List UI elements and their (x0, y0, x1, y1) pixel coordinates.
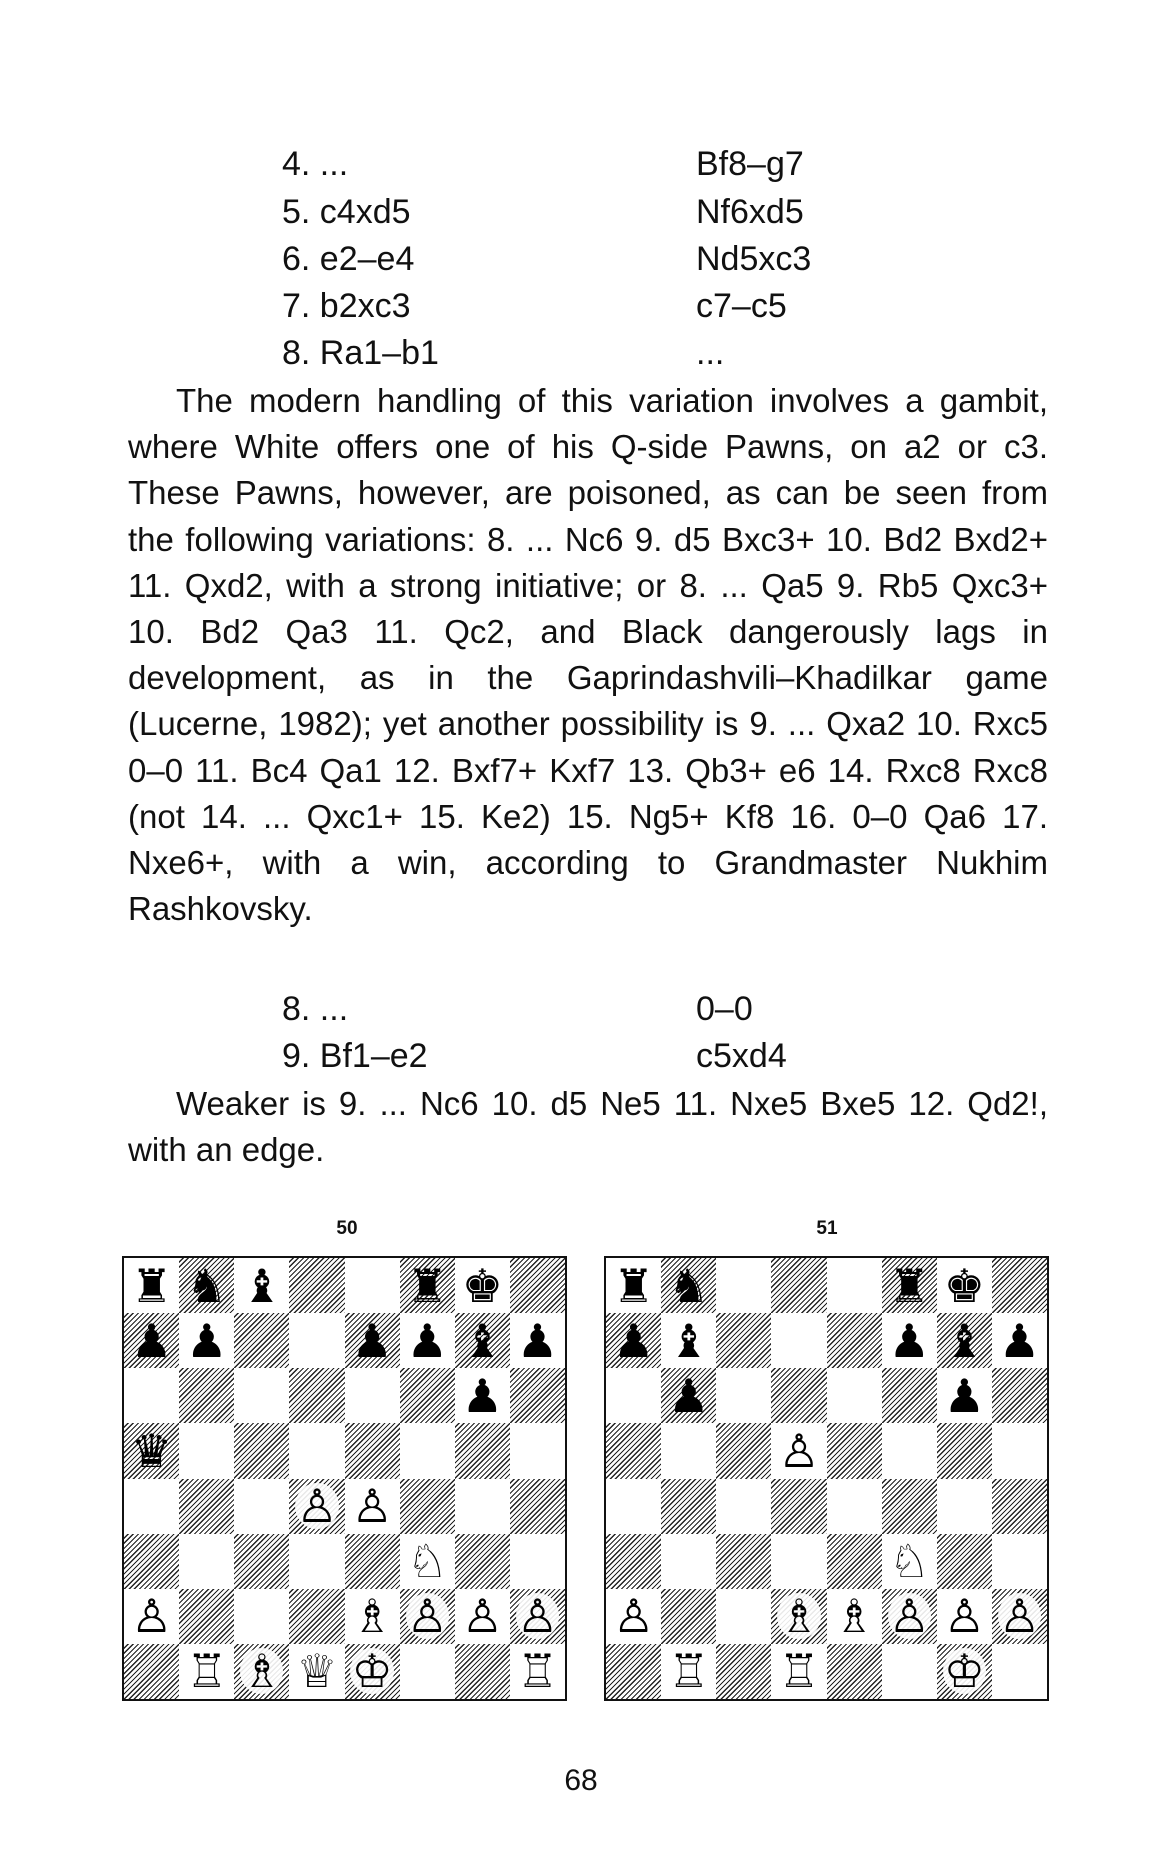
black-knight-icon: ♞ (186, 1258, 228, 1313)
dark-square (606, 1534, 661, 1589)
page-number: 68 (564, 1764, 598, 1797)
white-bishop-icon: ♗ (241, 1644, 283, 1699)
white-pawn-icon: ♙ (998, 1589, 1041, 1644)
white-bishop-icon: ♗ (833, 1589, 875, 1644)
light-square (124, 1368, 179, 1423)
dark-square (606, 1423, 661, 1478)
dark-square (179, 1479, 234, 1534)
dark-square (289, 1589, 344, 1644)
light-square (937, 1479, 992, 1534)
light-square (827, 1479, 882, 1534)
dark-square (124, 1534, 179, 1589)
dark-square (510, 1479, 565, 1534)
white-king-icon: ♔ (943, 1644, 985, 1699)
black-pawn-icon: ♟ (943, 1368, 985, 1423)
white-knight-icon: ♘ (888, 1534, 930, 1589)
white-pawn-icon: ♙ (461, 1589, 503, 1644)
light-square (661, 1534, 716, 1589)
light-square (400, 1423, 455, 1478)
white-move: 5. c4xd5 (282, 193, 411, 231)
white-rook-icon: ♖ (516, 1644, 559, 1699)
light-square (234, 1479, 289, 1534)
dark-square (827, 1423, 882, 1478)
dark-square (882, 1479, 937, 1534)
black-bishop-icon: ♝ (241, 1258, 283, 1313)
light-square (345, 1368, 400, 1423)
light-square (992, 1423, 1047, 1478)
black-pawn-icon: ♟ (668, 1368, 710, 1423)
white-pawn-icon: ♙ (130, 1589, 173, 1644)
paragraph-text: Weaker is 9. ... Nc6 10. d5 Ne5 11. Nxe5 Bxe5 12. Qd2!, with an edge. (128, 1085, 1048, 1169)
black-knight-icon: ♞ (668, 1258, 710, 1313)
dark-square (455, 1534, 510, 1589)
light-square (289, 1534, 344, 1589)
light-square (234, 1589, 289, 1644)
dark-square (827, 1644, 882, 1699)
black-pawn-icon: ♟ (998, 1313, 1041, 1368)
white-rook-icon: ♖ (668, 1644, 710, 1699)
black-pawn-icon: ♟ (516, 1313, 559, 1368)
dark-square (937, 1423, 992, 1478)
white-move: 7. b2xc3 (282, 287, 411, 325)
black-move: Bf8–g7 (696, 145, 804, 183)
dark-square (771, 1479, 826, 1534)
white-move: 4. ... (282, 145, 349, 183)
black-rook-icon: ♜ (130, 1258, 173, 1313)
light-square (827, 1368, 882, 1423)
light-square (289, 1423, 344, 1478)
dark-square (716, 1534, 771, 1589)
black-king-icon: ♚ (461, 1258, 503, 1313)
white-pawn-icon: ♙ (516, 1589, 559, 1644)
white-pawn-icon: ♙ (778, 1423, 820, 1478)
chess-diagram-50 (122, 1256, 567, 1701)
black-pawn-icon: ♟ (612, 1313, 655, 1368)
white-knight-icon: ♘ (406, 1534, 448, 1589)
light-square (124, 1479, 179, 1534)
white-rook-icon: ♖ (186, 1644, 228, 1699)
white-move: 6. e2–e4 (282, 240, 415, 278)
light-square (455, 1479, 510, 1534)
dark-square (716, 1313, 771, 1368)
dark-square (400, 1479, 455, 1534)
dark-square (510, 1368, 565, 1423)
dark-square (937, 1534, 992, 1589)
dark-square (771, 1258, 826, 1313)
dark-square (234, 1423, 289, 1478)
light-square (179, 1534, 234, 1589)
light-square (771, 1313, 826, 1368)
commentary-paragraph (128, 378, 1048, 932)
light-square (716, 1589, 771, 1644)
dark-square (992, 1258, 1047, 1313)
light-square (882, 1423, 937, 1478)
black-move: Nf6xd5 (696, 193, 804, 231)
light-square (179, 1423, 234, 1478)
white-bishop-icon: ♗ (351, 1589, 393, 1644)
black-pawn-icon: ♟ (406, 1313, 448, 1368)
diagram-number: 50 (336, 1218, 358, 1239)
paragraph-text: The modern handling of this variation involves a gambit, where White offers one of his Q-side Pawns, on a2 or c3. These Pawns, however, are poisoned, as can be seen from the following variations: 8. ... Nc6 9. d5 Bxc3+ 10. Bd2 Bxd2+ 11. Qxd2, with a strong initiative; or 8. ... Qa5 9. Rb5 Qxc3+ 10. Bd2 Qa3 11. Qc2, and Black dangerously lags in development, as in the Gaprindashvili–Khadilkar game (Lucerne, 1982); yet another possibility is 9. ... Qxa2 10. Rxc5 0–0 11. Bc4 Qa1 12. Bxf7+ Kxf7 13. Qb3+ e6 14. Rxc8 Rxc8 (not 14. ... Qxc1+ 15. Ke2) 15. Ng5+ Kf8 16. 0–0 Qa6 17. Nxe6+, with a win, according to Grandmaster Nukhim Rashkovsky. (128, 382, 1048, 928)
light-square (992, 1644, 1047, 1699)
light-square (234, 1368, 289, 1423)
white-pawn-icon: ♙ (406, 1589, 448, 1644)
light-square (992, 1534, 1047, 1589)
dark-square (716, 1423, 771, 1478)
dark-square (661, 1479, 716, 1534)
light-square (771, 1534, 826, 1589)
white-queen-icon: ♕ (296, 1644, 338, 1699)
black-move: ... (696, 334, 725, 372)
white-move: 9. Bf1–e2 (282, 1037, 428, 1075)
white-move: 8. ... (282, 990, 349, 1028)
dark-square (289, 1258, 344, 1313)
dark-square (992, 1479, 1047, 1534)
dark-square (661, 1589, 716, 1644)
dark-square (771, 1368, 826, 1423)
dark-square (455, 1423, 510, 1478)
light-square (716, 1258, 771, 1313)
dark-square (510, 1258, 565, 1313)
black-move: c5xd4 (696, 1037, 787, 1075)
white-pawn-icon: ♙ (943, 1589, 985, 1644)
black-rook-icon: ♜ (612, 1258, 655, 1313)
white-king-icon: ♔ (351, 1644, 393, 1699)
white-pawn-icon: ♙ (296, 1479, 338, 1534)
light-square (716, 1479, 771, 1534)
black-move: 0–0 (696, 990, 753, 1028)
black-rook-icon: ♜ (888, 1258, 930, 1313)
dark-square (124, 1644, 179, 1699)
dark-square (345, 1423, 400, 1478)
white-pawn-icon: ♙ (351, 1479, 393, 1534)
dark-square (716, 1644, 771, 1699)
black-move: c7–c5 (696, 287, 787, 325)
white-move: 8. Ra1–b1 (282, 334, 439, 372)
black-bishop-icon: ♝ (943, 1313, 985, 1368)
light-square (606, 1479, 661, 1534)
light-square (345, 1258, 400, 1313)
light-square (289, 1313, 344, 1368)
light-square (510, 1534, 565, 1589)
black-move: Nd5xc3 (696, 240, 812, 278)
chess-diagram-51 (604, 1256, 1049, 1701)
white-bishop-icon: ♗ (778, 1589, 820, 1644)
white-pawn-icon: ♙ (612, 1589, 655, 1644)
dark-square (234, 1313, 289, 1368)
black-rook-icon: ♜ (406, 1258, 448, 1313)
black-queen-icon: ♛ (130, 1423, 173, 1478)
light-square (400, 1644, 455, 1699)
dark-square (234, 1534, 289, 1589)
black-king-icon: ♚ (943, 1258, 985, 1313)
light-square (510, 1423, 565, 1478)
dark-square (606, 1644, 661, 1699)
dark-square (289, 1368, 344, 1423)
black-pawn-icon: ♟ (186, 1313, 228, 1368)
light-square (827, 1258, 882, 1313)
commentary-paragraph (128, 1081, 1048, 1173)
black-pawn-icon: ♟ (461, 1368, 503, 1423)
dark-square (827, 1534, 882, 1589)
light-square (882, 1644, 937, 1699)
dark-square (179, 1589, 234, 1644)
dark-square (882, 1368, 937, 1423)
black-pawn-icon: ♟ (888, 1313, 930, 1368)
white-rook-icon: ♖ (778, 1644, 820, 1699)
dark-square (455, 1644, 510, 1699)
dark-square (827, 1313, 882, 1368)
black-pawn-icon: ♟ (130, 1313, 173, 1368)
white-pawn-icon: ♙ (888, 1589, 930, 1644)
light-square (661, 1423, 716, 1478)
dark-square (400, 1368, 455, 1423)
black-pawn-icon: ♟ (351, 1313, 393, 1368)
dark-square (992, 1368, 1047, 1423)
diagram-number: 51 (816, 1218, 838, 1239)
dark-square (179, 1368, 234, 1423)
light-square (606, 1368, 661, 1423)
light-square (716, 1368, 771, 1423)
black-bishop-icon: ♝ (668, 1313, 710, 1368)
dark-square (345, 1534, 400, 1589)
black-bishop-icon: ♝ (461, 1313, 503, 1368)
